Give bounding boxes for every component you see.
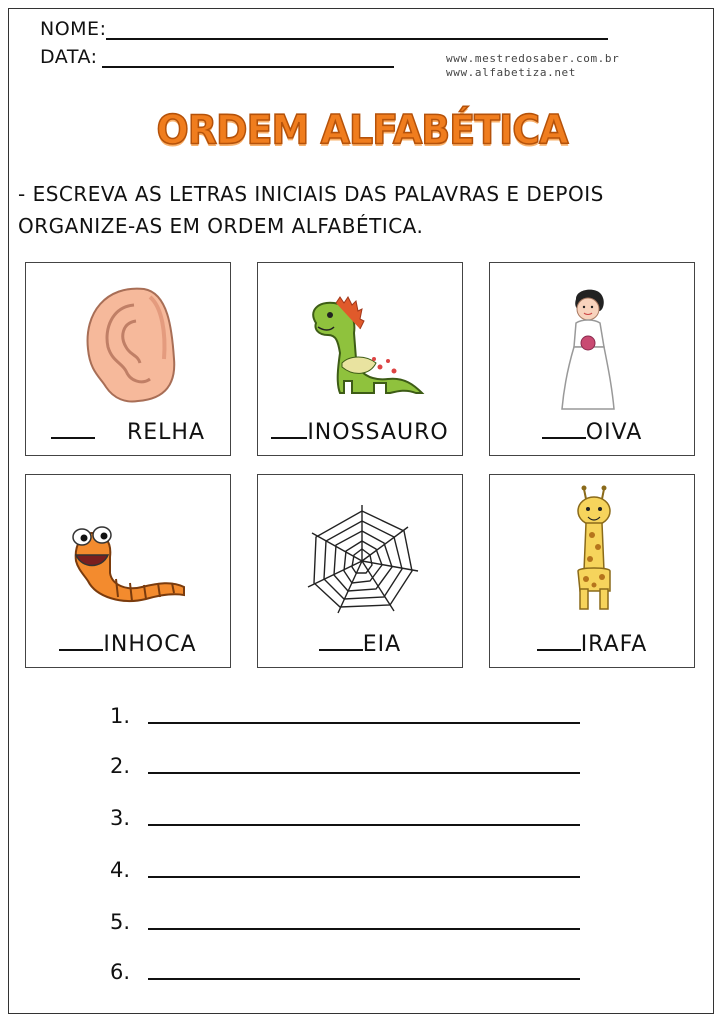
card-word-spiderweb[interactable]	[258, 631, 462, 657]
card-word-bride[interactable]	[490, 419, 694, 445]
word-fragment-dinosaur: INOSSAURO	[307, 420, 449, 445]
date-label: DATA:	[40, 46, 98, 68]
answer-blank-giraffe[interactable]	[537, 631, 581, 651]
site-link-2[interactable]: www.alfabetiza.net	[446, 66, 577, 79]
card-bride	[489, 262, 695, 456]
card-word-worm[interactable]	[26, 631, 230, 657]
answer-blank-spiderweb[interactable]	[319, 631, 363, 651]
answer-blank-ear[interactable]	[51, 419, 95, 439]
answer-number: 3.	[110, 806, 131, 830]
answer-underline	[148, 928, 580, 930]
card-worm	[25, 474, 231, 668]
word-fragment-spiderweb: EIA	[362, 632, 402, 657]
instruction-line-2: ORGANIZE-AS EM ORDEM ALFABÉTICA.	[18, 214, 424, 238]
word-fragment-worm: INHOCA	[103, 632, 197, 657]
answer-number: 4.	[110, 858, 131, 882]
card-dinosaur	[257, 262, 463, 456]
answer-number: 2.	[110, 754, 131, 778]
card-giraffe	[489, 474, 695, 668]
answer-blank-bride[interactable]	[542, 419, 586, 439]
word-fragment-bride: OIVA	[585, 420, 643, 445]
name-label: NOME:	[40, 18, 107, 40]
word-fragment-ear: RELHA	[126, 420, 206, 445]
answer-blank-dinosaur[interactable]	[271, 419, 307, 439]
name-field[interactable]	[40, 18, 610, 44]
date-field[interactable]	[40, 46, 400, 72]
answer-underline	[148, 772, 580, 774]
card-word-dinosaur[interactable]	[258, 419, 462, 445]
answer-underline	[148, 978, 580, 980]
answer-underline	[148, 722, 580, 724]
name-underline	[106, 38, 608, 40]
answer-underline	[148, 824, 580, 826]
site-link-1[interactable]: www.mestredosaber.com.br	[446, 52, 620, 65]
answer-number: 1.	[110, 704, 131, 728]
answer-number: 5.	[110, 910, 131, 934]
card-word-giraffe[interactable]	[490, 631, 694, 657]
page-title: ORDEM ALFABÉTICA	[156, 106, 568, 154]
card-spiderweb	[257, 474, 463, 668]
answer-blank-worm[interactable]	[59, 631, 103, 651]
card-word-ear[interactable]	[26, 419, 230, 445]
answer-underline	[148, 876, 580, 878]
card-ear	[25, 262, 231, 456]
answer-number: 6.	[110, 960, 131, 984]
word-fragment-giraffe: IRAFA	[580, 632, 648, 657]
instruction-text	[18, 178, 708, 242]
instruction-line-1: - ESCREVA AS LETRAS INICIAIS DAS PALAVRAS E DEPOIS	[18, 182, 604, 206]
date-underline	[102, 66, 394, 68]
